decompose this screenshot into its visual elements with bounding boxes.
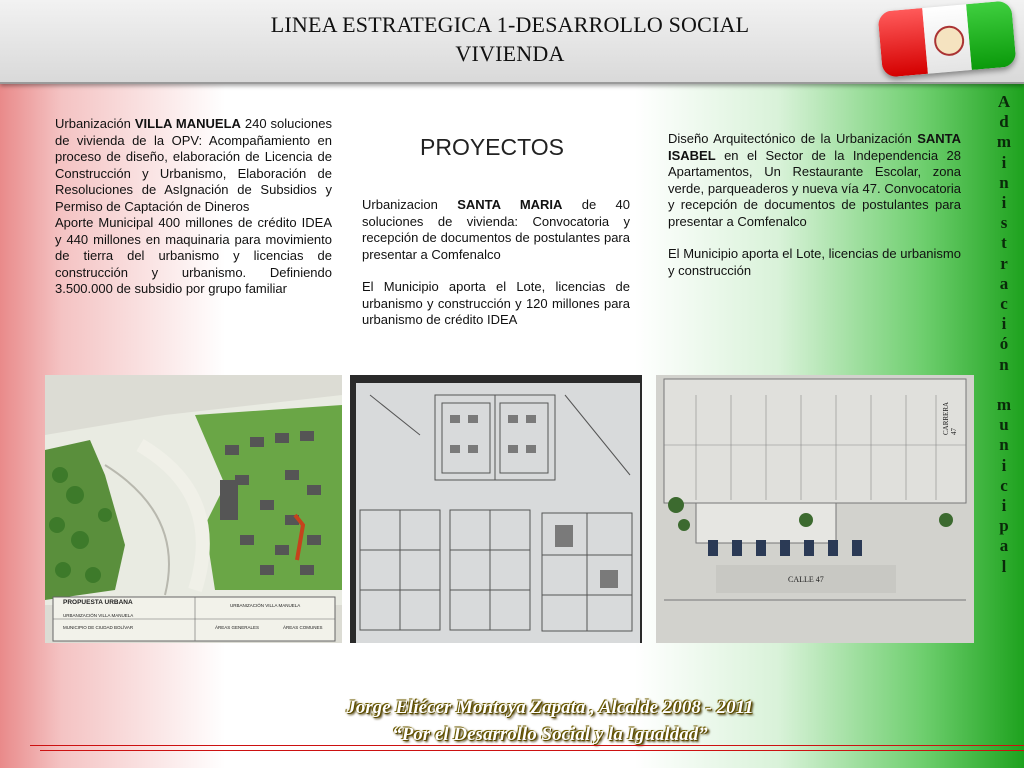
page-title	[150, 10, 870, 68]
paragraph-gap	[362, 263, 630, 279]
floor-plan-drawing	[350, 375, 642, 643]
flag-red-band	[877, 8, 927, 78]
side-letter: c	[1000, 294, 1008, 314]
santa-isabel-paragraph-1	[668, 131, 961, 230]
side-letter-space	[993, 375, 1015, 395]
signature-line-2: “Por el Desarrollo Social y la Igualdad”	[392, 724, 708, 745]
project-name: SANTA ISABEL	[668, 131, 961, 163]
side-letter: i	[1001, 455, 1007, 475]
text-body: 240 soluciones de vivienda de la OPV: Acompañamiento en proceso de diseño, elaboración de Licencia de Construcción y Urbanismo, Elaboración de Resoluciones de AsIgnación de Subsidios y Permiso de Captación de Dineros	[55, 116, 332, 214]
mayor-signature	[270, 694, 830, 748]
villa-manuela-site-plan-photo	[45, 375, 342, 643]
santa-isabel-paragraph-2: El Municipio aporta el Lote, licencias de urbanismo y construcción	[668, 246, 961, 278]
coat-of-arms-icon	[933, 25, 966, 58]
plan-street-label: CALLE 47	[788, 575, 824, 584]
colombia-flag-icon	[877, 0, 1016, 77]
footer-rule	[30, 745, 1024, 746]
santa-maria-floor-plan-photo	[350, 375, 642, 643]
text-intro: Urbanización	[55, 116, 135, 131]
plan-label-urban: PROPUESTA URBANA	[63, 599, 133, 606]
header-bar	[0, 0, 1024, 84]
title-line-2: VIVIENDA	[455, 41, 565, 66]
side-letter: i	[1001, 496, 1007, 516]
side-letter: i	[1001, 152, 1007, 172]
project-name: SANTA MARIA	[457, 197, 563, 212]
santa-maria-text	[362, 197, 630, 329]
side-letter: n	[999, 354, 1009, 374]
signature-line-1: Jorge Eliécer Montoya Zapata , Alcalde 2008 - 2011	[346, 697, 754, 718]
section-heading: PROYECTOS	[420, 134, 564, 160]
side-letter: r	[1000, 253, 1008, 273]
plan-carrera-label: CARRERA 47	[942, 402, 958, 435]
side-letter: s	[1000, 213, 1008, 233]
side-letter: l	[1001, 556, 1007, 576]
side-letter: a	[999, 536, 1009, 556]
side-letter: m	[996, 395, 1012, 415]
plan-label-project-2: URBANIZACIÓN VILLA MANUELA	[230, 603, 301, 608]
side-letter: ó	[999, 334, 1009, 354]
villa-manuela-paragraph-2: Aporte Municipal 400 millones de crédito IDEA y 440 millones en maquinaria para movimiento de tierra del urbanismo y licencias de construcción y urbanismo. Definiendo 3.500.000 de subsidio por grupo familiar	[55, 215, 332, 296]
side-letter: u	[999, 415, 1009, 435]
plan-label-municipio: MUNICIPIO DE CIUDAD BOLÍVAR	[63, 625, 134, 630]
plan-label-areas-comunes: ÁREAS COMUNES	[283, 625, 323, 630]
side-letter: A	[997, 92, 1011, 111]
side-letter: c	[1000, 475, 1008, 495]
paragraph-gap	[668, 230, 961, 246]
title-line-1: LINEA ESTRATEGICA 1-DESARROLLO SOCIAL	[270, 12, 750, 37]
text-intro: Diseño Arquitectónico de la Urbanización	[668, 131, 918, 146]
side-letter: i	[1001, 193, 1007, 213]
side-letter: t	[1001, 233, 1007, 253]
text-body: en el Sector de la Independencia 28 Apartamentos, Un Restaurante Escolar, zona verde, parqueaderos y nueva vía 47. Convocatoria y recepción de documentos de postulantes para presentar a Comfenalco	[668, 147, 961, 229]
side-letter: a	[999, 273, 1009, 293]
side-letter: n	[999, 435, 1009, 455]
flag-green-band	[966, 0, 1016, 70]
side-letter: n	[999, 172, 1009, 192]
santa-maria-paragraph-2: El Municipio aporta el Lote, licencias de urbanismo y construcción y 120 millones para urbanismo de crédito IDEA	[362, 279, 630, 327]
villa-manuela-paragraph-1	[55, 116, 332, 215]
flag-white-band	[922, 4, 972, 74]
architectural-plan-drawing	[656, 375, 974, 643]
plan-label-areas-generales: ÁREAS GENERALES	[215, 625, 260, 630]
santa-maria-paragraph-1	[362, 197, 630, 263]
santa-isabel-text	[668, 131, 961, 279]
side-letter: m	[996, 132, 1012, 152]
side-letter: d	[999, 112, 1009, 132]
plan-label-project: URBANIZACIÓN VILLA MANUELA	[63, 613, 134, 618]
side-vertical-text	[993, 92, 1015, 577]
text-body: de 40 soluciones de vivienda: Convocatoria y recepción de documentos de postulantes para presentar a Comfenalco	[362, 197, 630, 262]
footer-rule	[40, 750, 1024, 751]
text-intro: Urbanizacion	[362, 197, 458, 212]
side-letter: p	[999, 516, 1009, 536]
project-name: VILLA MANUELA	[134, 116, 241, 131]
side-letter: i	[1001, 314, 1007, 334]
villa-manuela-text	[55, 116, 332, 298]
santa-isabel-plan-photo	[656, 375, 974, 643]
